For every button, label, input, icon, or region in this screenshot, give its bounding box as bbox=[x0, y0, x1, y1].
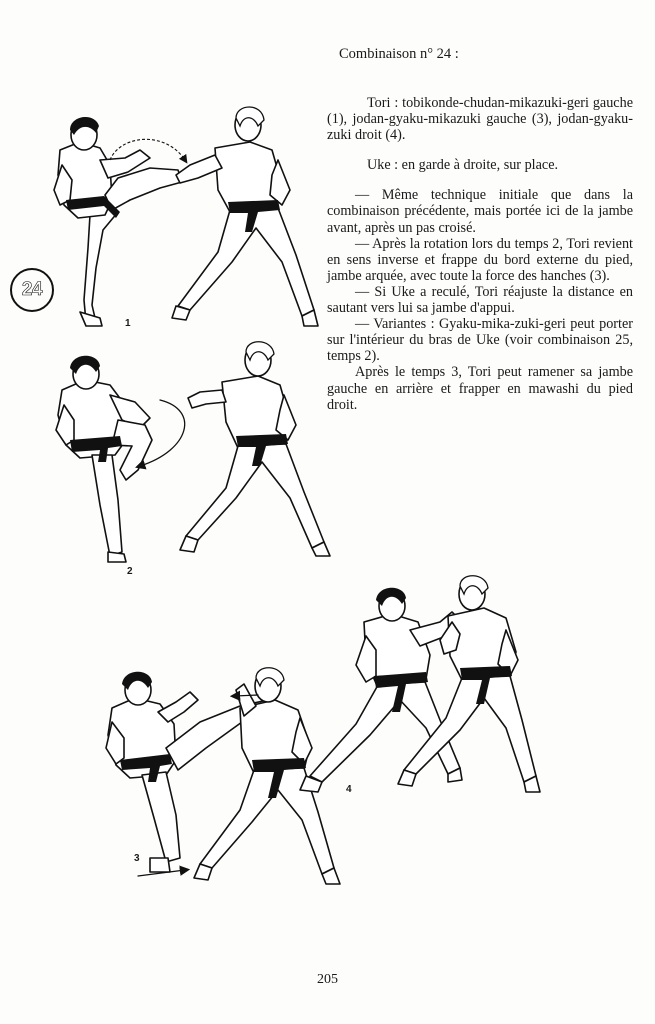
step-label-4: 4 bbox=[346, 784, 352, 795]
step-label-3: 3 bbox=[134, 853, 140, 864]
badge-number: 24 bbox=[21, 279, 43, 300]
paragraph-apres: Après le temps 3, Tori peut ramener sa jambe gauche en arrière et frapper en mawashi du pied droit. bbox=[327, 364, 633, 413]
combination-heading: Combinaison n° 24 : bbox=[339, 46, 459, 62]
figure-step-2 bbox=[56, 342, 330, 562]
figure-step-4 bbox=[300, 576, 540, 792]
tori-figure-2 bbox=[56, 356, 152, 562]
step-label-1: 1 bbox=[125, 318, 131, 329]
uke-figure-2 bbox=[180, 342, 330, 556]
paragraph-rotation: — Après la rotation lors du temps 2, Tori revient en sens inverse et frappe du bord externe du pied, jambe arquée, avec toute la force des hanches (3). bbox=[327, 235, 633, 284]
tori-figure-4 bbox=[300, 588, 462, 792]
figure-step-3 bbox=[106, 668, 340, 884]
figure-step-1 bbox=[54, 107, 318, 326]
paragraph-technique: — Même technique initiale que dans la combinaison précédente, mais portée ici de la jambe avant, après un pas croisé. bbox=[327, 187, 633, 236]
tori-figure-1 bbox=[54, 117, 182, 326]
paragraph-distance: — Si Uke a reculé, Tori réajuste la distance en sautant vers lui sa jambe d'appui. bbox=[327, 283, 633, 317]
paragraph-variantes: — Variantes : Gyaku-mika-zuki-geri peut porter sur l'intérieur du bras de Uke (voir combinaison 25, temps 2). bbox=[327, 316, 633, 365]
paragraph-tori: Tori : tobikonde-chudan-mikazuki-geri gauche (1), jodan-gyaku-mikazuki gauche (3), jodan-gyaku-zuki droit (4). bbox=[327, 95, 633, 144]
page-number: 205 bbox=[317, 972, 338, 987]
paragraph-uke: Uke : en garde à droite, sur place. bbox=[367, 157, 559, 174]
step-label-2: 2 bbox=[127, 566, 133, 577]
uke-figure-1 bbox=[172, 107, 318, 326]
